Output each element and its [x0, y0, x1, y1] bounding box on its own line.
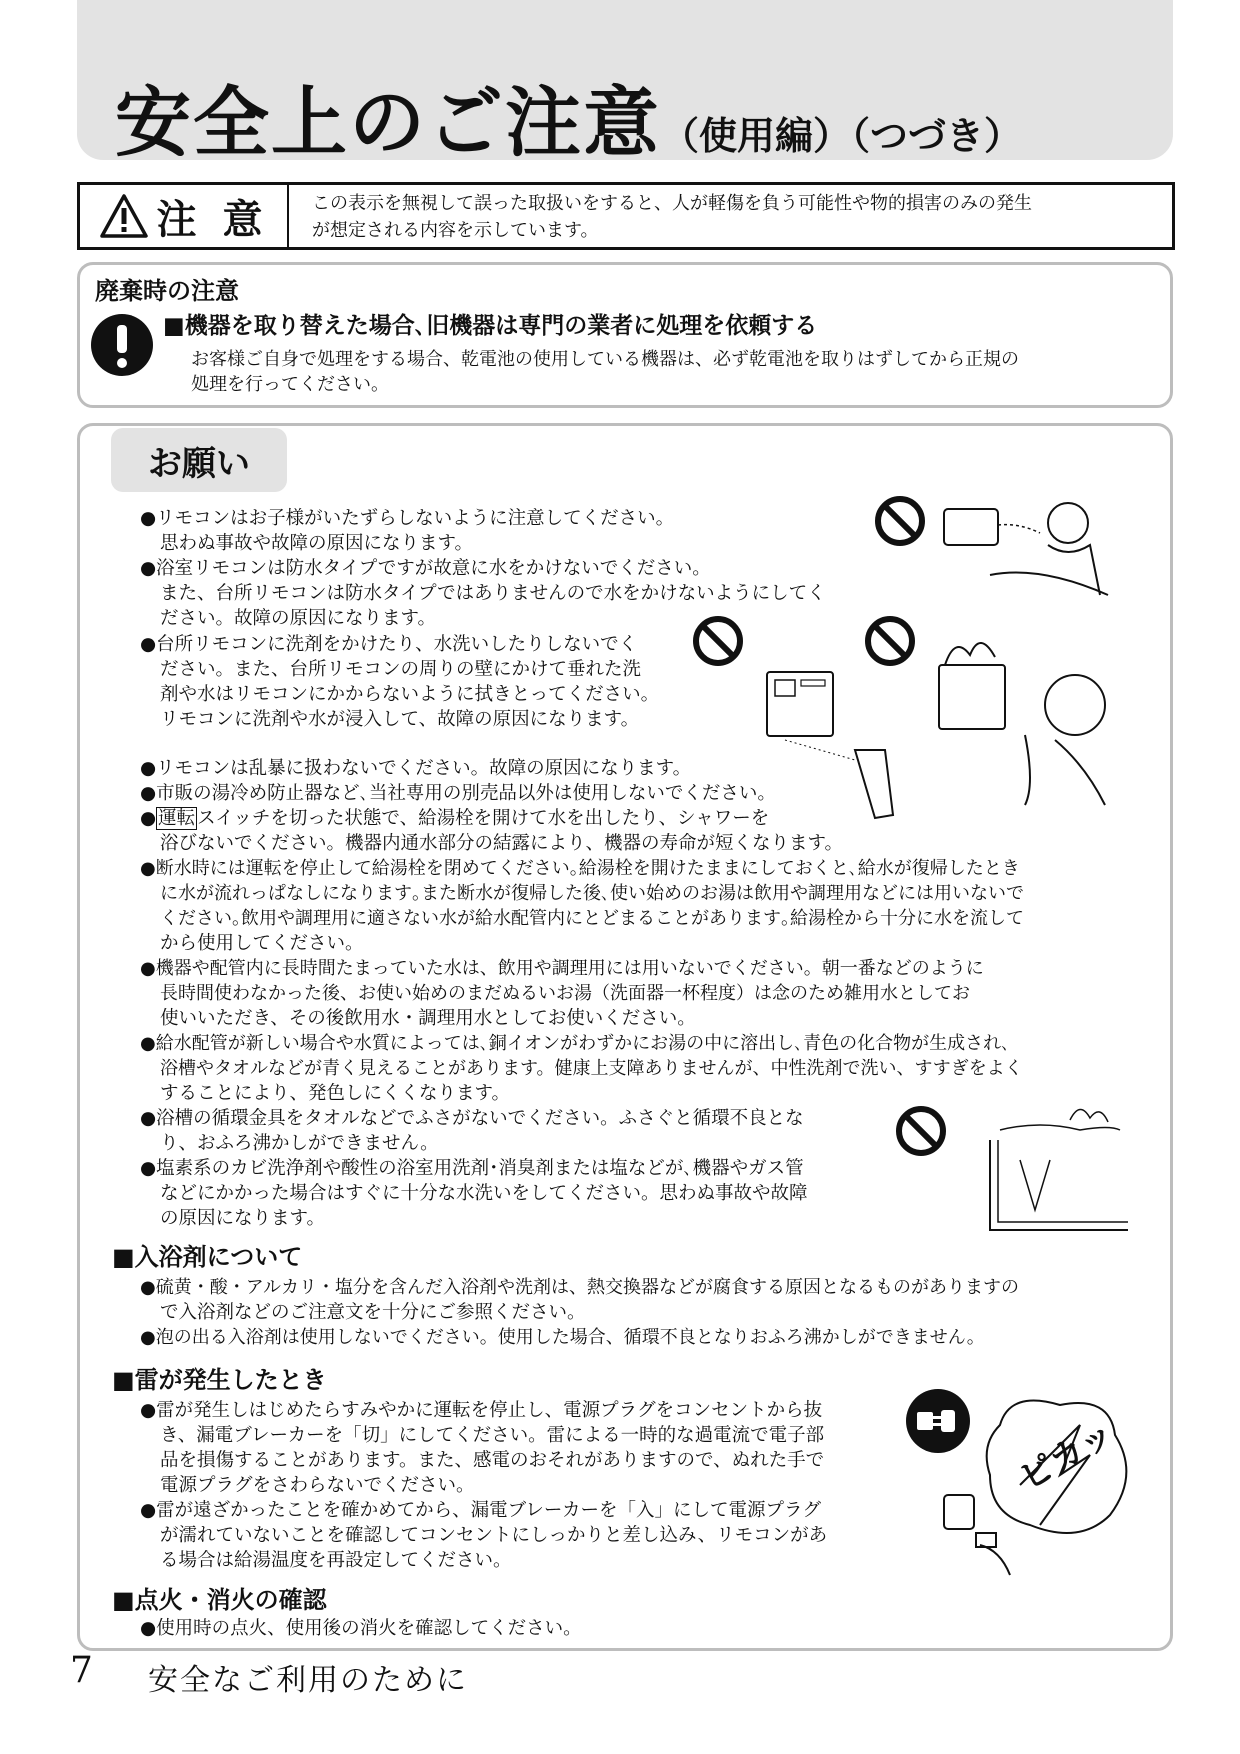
list-item: 長時間使わなかった後、お使い始めのまだぬるいお湯（洗面器一杯程度）は念のため雑用水としてお — [160, 983, 970, 1004]
mandatory-exclamation-icon — [90, 313, 154, 377]
list-item: ●台所リモコンに洗剤をかけたり、水洗いしたりしないでく — [140, 634, 638, 655]
list-item: 使いいただき、その後飲用水・調理用水としてお使いください。 — [160, 1008, 696, 1029]
list-item: ださい。また、台所リモコンの周りの壁にかけて垂れた洗 — [160, 659, 642, 680]
list-item: ●塩素系のカビ洗浄剤や酸性の浴室用洗剤･消臭剤または塩などが､機器やガス管 — [140, 1158, 804, 1179]
list-item: ●リモコンはお子様がいたずらしないように注意してください。 — [140, 508, 675, 529]
pika-text: ピカッ — [1013, 1414, 1121, 1498]
list-item-unten: ● 運転 スイッチを切った状態で、給湯栓を開けて水を出したり、シャワーを — [140, 808, 770, 829]
disposal-item-line: お客様ご自身で処理をする場合、乾電池の使用している機器は、必ず乾電池を取りはずしてから正規の — [191, 349, 1019, 370]
list-item: 剤や水はリモコンにかからないように拭きとってください。 — [160, 684, 660, 705]
list-item: ●断水時には運転を停止して給湯栓を閉めてください｡給湯栓を開けたままにしておくと､給水が復帰したとき — [140, 858, 1020, 879]
prohibited-icon — [692, 615, 744, 667]
footer-section-title: 安全なご利用のために — [148, 1663, 468, 1698]
list-item: ●給水配管が新しい場合や水質によっては､銅イオンがわずかにお湯の中に溶出し､青色の化合物が生成され､ — [140, 1033, 1011, 1054]
list-item: 浴びないでください。機器内通水部分の結露により、機器の寿命が短くなります。 — [160, 833, 844, 854]
list-item: ●リモコンは乱暴に扱わないでください。故障の原因になります。 — [140, 758, 692, 779]
caution-box — [77, 182, 1175, 250]
list-item: 浴槽やタオルなどが青く見えることがあります。健康上支障ありませんが、中性洗剤で洗い、すすぎをよく — [160, 1058, 1023, 1079]
page-title — [115, 62, 1022, 171]
list-item: ●雷が遠ざかったことを確かめてから、漏電ブレーカーを「入」にして電源プラグ — [140, 1500, 822, 1521]
disposal-heading: 廃棄時の注意 — [95, 277, 239, 305]
list-item: き、漏電ブレーカーを「切」にしてください。雷による一時的な過電流で電子部 — [160, 1425, 825, 1446]
list-item: ●浴槽の循環金具をタオルなどでふさがないでください。ふさぐと循環不良とな — [140, 1108, 804, 1129]
disposal-item-line: 処理を行ってください。 — [191, 374, 389, 395]
prohibited-icon — [895, 1105, 947, 1157]
list-item: 思わぬ事故や故障の原因になります。 — [160, 533, 474, 554]
list-item: ●浴室リモコンは防水タイプですが故意に水をかけないでください。 — [140, 558, 711, 579]
thunder-heading: ■雷が発生したとき — [112, 1366, 327, 1394]
list-item: ●機器や配管内に長時間たまっていた水は、飲用や調理用には用いないでください。朝一番などのように — [140, 958, 984, 979]
list-item: から使用してください。 — [160, 933, 364, 954]
disposal-item-title: ■機器を取り替えた場合､旧機器は専門の業者に処理を依頼する — [163, 313, 818, 339]
list-item: などにかかった場合はすぐに十分な水洗いをしてください。思わぬ事故や故障 — [160, 1183, 808, 1204]
list-item: ください｡飲用や調理用に適さない水が給水配管内にとどまることがあります｡給湯栓から十分に水を流して — [160, 908, 1024, 929]
warning-triangle-icon — [99, 193, 149, 239]
list-item: ●雷が発生しはじめたらすみやかに運転を停止し、電源プラグをコンセントから抜 — [140, 1400, 823, 1421]
caution-description: この表示を無視して誤った取扱いをすると、人が軽傷を負う可能性や物的損害のみの発生 が想定される内容を示しています。 — [312, 193, 1032, 241]
remote-foam-woman-illustration — [925, 625, 1125, 815]
prohibited-icon — [874, 495, 926, 547]
caution-label-text: 注 意 — [156, 196, 269, 243]
list-item: また、台所リモコンは防水タイプではありませんので水をかけないようにしてく — [160, 583, 826, 604]
list-item: ださい。故障の原因になります。 — [160, 608, 437, 629]
prohibited-icon — [864, 615, 916, 667]
list-item: の原因になります。 — [160, 1208, 326, 1229]
onegai-heading: お願い — [111, 428, 287, 492]
list-item: ●市販の湯冷め防止器など､当社専用の別売品以外は使用しないでください。 — [140, 783, 776, 804]
child-splashing-illustration — [940, 495, 1110, 605]
title-main: 安全上のご注意 — [115, 78, 661, 167]
list-item: することにより、発色しにくくなります。 — [160, 1083, 511, 1104]
list-item: ●硫黄・酸・アルカリ・塩分を含んだ入浴剤や洗剤は、熱交換器などが腐食する原因となるものがありますの — [140, 1277, 1019, 1298]
list-item: り、おふろ沸かしができません。 — [160, 1133, 439, 1154]
ignition-heading: ■点火・消火の確認 — [112, 1586, 327, 1614]
list-item: が濡れていないことを確認してコンセントにしっかりと差し込み、リモコンがあ — [160, 1525, 828, 1546]
list-item: リモコンに洗剤や水が浸入して、故障の原因になります。 — [160, 709, 640, 730]
unten-switch-label: 運転 — [158, 808, 196, 829]
lightning-plug-illustration — [940, 1385, 1140, 1590]
caution-label — [80, 185, 289, 247]
bathtub-towel-illustration — [980, 1100, 1130, 1235]
title-sub: （使用編）（つづき） — [661, 114, 1023, 158]
list-item: で入浴剤などのご注意文を十分にご参照ください。 — [160, 1302, 586, 1323]
page-number: 7 — [70, 1650, 93, 1691]
list-item: 品を損傷することがあります。また、感電のおそれがありますので、ぬれた手で — [160, 1450, 825, 1471]
list-item: る場合は給湯温度を再設定してください。 — [160, 1550, 512, 1571]
list-item: に水が流れっぱなしになります｡また断水が復帰した後､使い始めのお湯は飲用や調理用などには用いないで — [160, 883, 1024, 904]
list-item: 電源プラグをさわらないでください。 — [160, 1475, 475, 1496]
list-item: ●使用時の点火、使用後の消火を確認してください。 — [140, 1618, 582, 1639]
bath-additive-heading: ■入浴剤について — [112, 1243, 303, 1271]
remote-spray-illustration — [765, 670, 915, 820]
list-item: ●泡の出る入浴剤は使用しないでください。使用した場合、循環不良となりおふろ沸かしができません。 — [140, 1327, 985, 1348]
